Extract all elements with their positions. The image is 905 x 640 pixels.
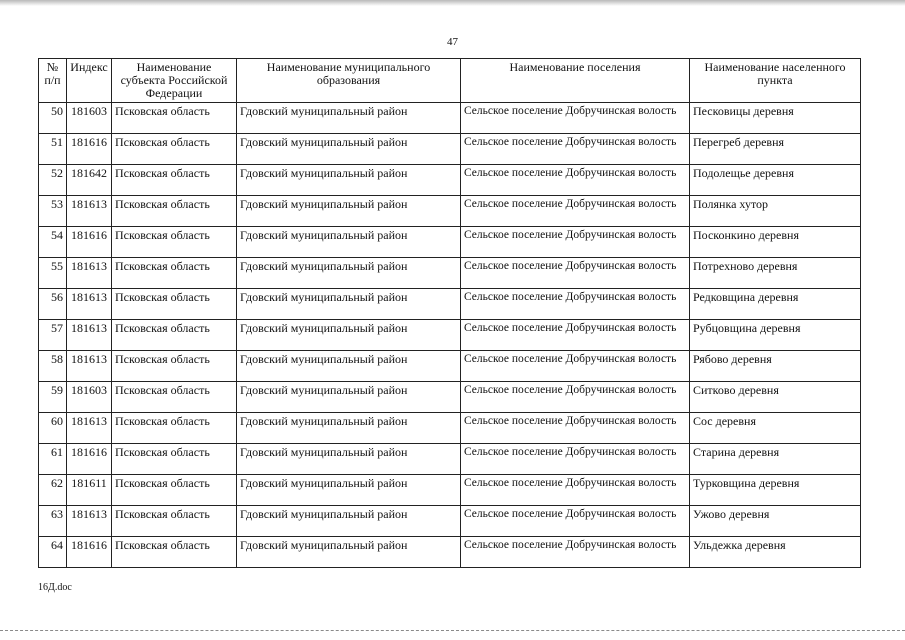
table-row xyxy=(39,537,861,568)
cell-index: 181642 xyxy=(67,165,112,196)
cell-index: 181613 xyxy=(67,196,112,227)
cell-settlement: Сельское поселение Добручинская волость xyxy=(461,196,690,227)
cell-subject: Псковская область xyxy=(112,382,237,413)
cell-locality: Ульдежка деревня xyxy=(690,537,861,568)
header-num: № п/п xyxy=(39,59,67,103)
page-number: 47 xyxy=(447,36,458,48)
cell-index: 181611 xyxy=(67,475,112,506)
cell-num: 54 xyxy=(39,227,67,258)
cell-municipality: Гдовский муниципальный район xyxy=(237,475,461,506)
cell-subject: Псковская область xyxy=(112,444,237,475)
table-header-row xyxy=(39,59,861,103)
cell-locality: Ужово деревня xyxy=(690,506,861,537)
cell-settlement: Сельское поселение Добручинская волость xyxy=(461,537,690,568)
cell-settlement: Сельское поселение Добручинская волость xyxy=(461,165,690,196)
cell-index: 181616 xyxy=(67,134,112,165)
header-index: Индекс xyxy=(67,59,112,103)
cell-num: 59 xyxy=(39,382,67,413)
cell-locality: Ситково деревня xyxy=(690,382,861,413)
cell-subject: Псковская область xyxy=(112,165,237,196)
cell-subject: Псковская область xyxy=(112,258,237,289)
cell-num: 61 xyxy=(39,444,67,475)
cell-index: 181603 xyxy=(67,382,112,413)
cell-num: 62 xyxy=(39,475,67,506)
cell-locality: Редковщина деревня xyxy=(690,289,861,320)
table-row xyxy=(39,413,861,444)
footer-filename: 16Д.doc xyxy=(38,582,72,593)
table-body xyxy=(39,103,861,568)
cell-municipality: Гдовский муниципальный район xyxy=(237,165,461,196)
cell-locality: Сос деревня xyxy=(690,413,861,444)
cell-municipality: Гдовский муниципальный район xyxy=(237,320,461,351)
table-row xyxy=(39,382,861,413)
table-row xyxy=(39,103,861,134)
cell-municipality: Гдовский муниципальный район xyxy=(237,382,461,413)
cell-municipality: Гдовский муниципальный район xyxy=(237,196,461,227)
cell-num: 52 xyxy=(39,165,67,196)
cell-locality: Турковщина деревня xyxy=(690,475,861,506)
cell-index: 181613 xyxy=(67,320,112,351)
cell-subject: Псковская область xyxy=(112,320,237,351)
header-locality: Наименование населенного пункта xyxy=(690,59,861,103)
header-municipality: Наименование муниципального образования xyxy=(237,59,461,103)
cell-num: 60 xyxy=(39,413,67,444)
table-row xyxy=(39,134,861,165)
table-row xyxy=(39,506,861,537)
cell-index: 181613 xyxy=(67,258,112,289)
cell-settlement: Сельское поселение Добручинская волость xyxy=(461,444,690,475)
table-row xyxy=(39,444,861,475)
cell-municipality: Гдовский муниципальный район xyxy=(237,258,461,289)
cell-municipality: Гдовский муниципальный район xyxy=(237,103,461,134)
header-subject: Наименование субъекта Российской Федерации xyxy=(112,59,237,103)
table-row xyxy=(39,196,861,227)
cell-municipality: Гдовский муниципальный район xyxy=(237,537,461,568)
scan-edge-bottom xyxy=(0,630,905,634)
cell-locality: Рябово деревня xyxy=(690,351,861,382)
table-row xyxy=(39,227,861,258)
cell-num: 50 xyxy=(39,103,67,134)
cell-settlement: Сельское поселение Добручинская волость xyxy=(461,382,690,413)
cell-num: 51 xyxy=(39,134,67,165)
cell-municipality: Гдовский муниципальный район xyxy=(237,506,461,537)
cell-settlement: Сельское поселение Добручинская волость xyxy=(461,227,690,258)
cell-settlement: Сельское поселение Добручинская волость xyxy=(461,134,690,165)
cell-num: 53 xyxy=(39,196,67,227)
table-row xyxy=(39,165,861,196)
cell-num: 56 xyxy=(39,289,67,320)
cell-num: 58 xyxy=(39,351,67,382)
cell-index: 181613 xyxy=(67,289,112,320)
cell-subject: Псковская область xyxy=(112,351,237,382)
cell-settlement: Сельское поселение Добручинская волость xyxy=(461,103,690,134)
localities-table xyxy=(38,58,861,568)
cell-subject: Псковская область xyxy=(112,227,237,258)
cell-index: 181616 xyxy=(67,227,112,258)
cell-num: 63 xyxy=(39,506,67,537)
cell-locality: Подолещье деревня xyxy=(690,165,861,196)
cell-settlement: Сельское поселение Добручинская волость xyxy=(461,475,690,506)
cell-subject: Псковская область xyxy=(112,289,237,320)
cell-municipality: Гдовский муниципальный район xyxy=(237,227,461,258)
table-row xyxy=(39,289,861,320)
cell-municipality: Гдовский муниципальный район xyxy=(237,444,461,475)
table-row xyxy=(39,351,861,382)
cell-settlement: Сельское поселение Добручинская волость xyxy=(461,506,690,537)
cell-subject: Псковская область xyxy=(112,537,237,568)
cell-settlement: Сельское поселение Добручинская волость xyxy=(461,320,690,351)
cell-settlement: Сельское поселение Добручинская волость xyxy=(461,289,690,320)
cell-num: 64 xyxy=(39,537,67,568)
cell-locality: Песковицы деревня xyxy=(690,103,861,134)
cell-subject: Псковская область xyxy=(112,196,237,227)
scan-edge-top xyxy=(0,0,905,6)
cell-municipality: Гдовский муниципальный район xyxy=(237,134,461,165)
cell-municipality: Гдовский муниципальный район xyxy=(237,413,461,444)
cell-index: 181616 xyxy=(67,537,112,568)
cell-settlement: Сельское поселение Добручинская волость xyxy=(461,258,690,289)
cell-locality: Посконкино деревня xyxy=(690,227,861,258)
cell-subject: Псковская область xyxy=(112,506,237,537)
cell-locality: Перегреб деревня xyxy=(690,134,861,165)
table-row xyxy=(39,320,861,351)
cell-settlement: Сельское поселение Добручинская волость xyxy=(461,351,690,382)
cell-locality: Полянка хутор xyxy=(690,196,861,227)
cell-index: 181613 xyxy=(67,413,112,444)
cell-municipality: Гдовский муниципальный район xyxy=(237,289,461,320)
cell-locality: Рубцовщина деревня xyxy=(690,320,861,351)
cell-municipality: Гдовский муниципальный район xyxy=(237,351,461,382)
cell-locality: Потрехново деревня xyxy=(690,258,861,289)
cell-subject: Псковская область xyxy=(112,475,237,506)
cell-num: 55 xyxy=(39,258,67,289)
cell-subject: Псковская область xyxy=(112,134,237,165)
table-row xyxy=(39,475,861,506)
cell-index: 181616 xyxy=(67,444,112,475)
cell-subject: Псковская область xyxy=(112,103,237,134)
cell-settlement: Сельское поселение Добручинская волость xyxy=(461,413,690,444)
cell-locality: Старина деревня xyxy=(690,444,861,475)
header-settlement: Наименование поселения xyxy=(461,59,690,103)
cell-index: 181603 xyxy=(67,103,112,134)
cell-index: 181613 xyxy=(67,506,112,537)
cell-num: 57 xyxy=(39,320,67,351)
table-row xyxy=(39,258,861,289)
cell-index: 181613 xyxy=(67,351,112,382)
cell-subject: Псковская область xyxy=(112,413,237,444)
